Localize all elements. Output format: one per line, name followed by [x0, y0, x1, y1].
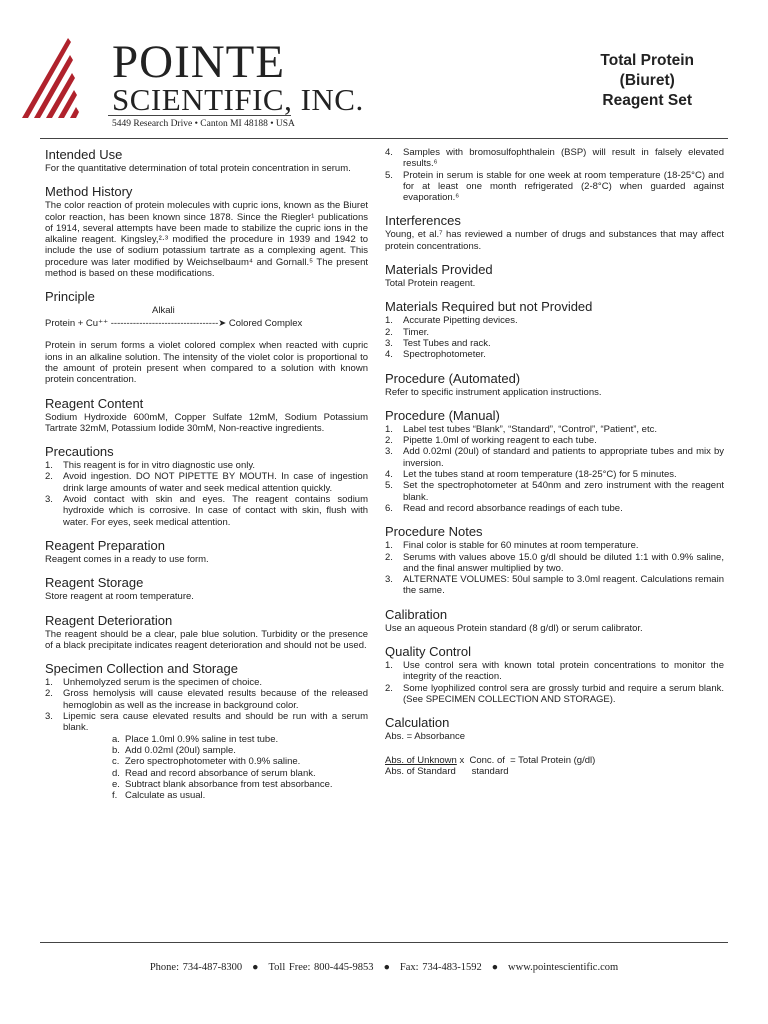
specimen-list [45, 677, 368, 733]
list-item: 2. Pipette 1.0ml of working reagent to each tube. [385, 435, 597, 447]
list-item: 1. Final color is stable for 60 minutes at room temperature. [385, 540, 639, 552]
list-item: 4. Spectrophotometer. [385, 349, 486, 361]
title-line-2: (Biuret) [619, 72, 675, 89]
list-item: 3. Add 0.02ml (20ul) of standard and patients to appropriate tubes and mix by inversion. [385, 446, 724, 469]
footer-fax: Fax: 734-483-1592 [399, 962, 482, 973]
reagent-content-heading: Reagent Content [45, 395, 144, 411]
list-item: f. Calculate as usual. [112, 790, 206, 802]
company-name-line1: POINTE [112, 36, 286, 88]
header-divider [40, 138, 728, 139]
pointe-logo-icon [22, 38, 114, 118]
reagent-storage-heading: Reagent Storage [45, 575, 144, 591]
calculation-text: Abs. = Absorbance [385, 731, 466, 743]
title-line-3: Reagent Set [602, 92, 692, 109]
principle-text: Protein in serum forms a violet colored complex when reacted with cupric ions in an alkaline solution. The intensity of the violet color is proportional to the amount of protein present when compared to a solution with known protein concentration. [45, 340, 368, 386]
list-item: 1. Label test tubes “Blank”, “Standard”, “Control”, “Patient”, etc. [385, 423, 657, 435]
list-item: 2. Avoid ingestion. DO NOT PIPETTE BY MOUTH. In case of ingestion drink large amounts of water and seek medical attention quickly. [45, 471, 368, 494]
list-item: 4. Samples with bromosulfophthalein (BSP) will result in falsely elevated results.⁶ [385, 147, 724, 170]
company-name [112, 36, 364, 130]
logo-divider [108, 115, 291, 116]
left-column [45, 147, 368, 801]
intended-use-heading: Intended Use [45, 147, 123, 162]
list-item: 3. ALTERNATE VOLUMES: 50ul sample to 3.0ml reagent. Calculations remain the same. [385, 574, 724, 597]
right-column [385, 147, 724, 777]
footer-phone: Phone: 734-487-8300 [149, 962, 243, 973]
list-item: 2. Some lyophilized control sera are grossly turbid and require a serum blank. (See SPECIMEN COLLECTION AND STORAGE). [385, 682, 724, 705]
footer-website-link[interactable]: www.pointescientific.com [508, 962, 619, 973]
reagent-content-text: Sodium Hydroxide 600mM, Copper Sulfate 12mM, Sodium Potassium Tartrate 32mM, Potassium Iodide 30mM, Non-reactive ingredients. [45, 411, 368, 434]
list-item: 1. Accurate Pipetting devices. [385, 315, 518, 327]
specimen-list-continued [385, 147, 724, 203]
company-address: 5449 Research Drive • Canton MI 48188 • USA [112, 119, 295, 129]
list-item: 2. Serums with values above 15.0 g/dl should be diluted 1:1 with 0.9% saline, and the final answer multiplied by two. [385, 551, 724, 574]
list-item: a. Place 1.0ml 0.9% saline in test tube. [112, 733, 279, 745]
list-item: c. Zero spectrophotometer with 0.9% saline. [112, 756, 301, 768]
list-item: 2. Timer. [385, 326, 430, 338]
serum-blank-steps [45, 734, 368, 802]
document-title [600, 51, 694, 111]
page-header [0, 0, 768, 140]
materials-provided-heading: Materials Provided [385, 262, 493, 278]
list-item: 1. This reagent is for in vitro diagnostic use only. [45, 460, 256, 472]
list-item: 5. Set the spectrophotometer at 540nm and zero instrument with the reagent blank. [385, 480, 724, 503]
list-item: 3. Avoid contact with skin and eyes. The reagent contains sodium hydroxide which is corrosive. In case of contact with skin, flush with water. For eyes, seek medical attention. [45, 494, 368, 528]
calculation-formula [385, 755, 724, 778]
procedure-automated-heading: Procedure (Automated) [385, 370, 521, 386]
materials-required-list [385, 315, 724, 360]
materials-provided-text: Total Protein reagent. [385, 278, 476, 290]
procedure-manual-list [385, 424, 724, 514]
procedure-notes-heading: Procedure Notes [385, 524, 483, 540]
intended-use-text: For the quantitative determination of total protein concentration in serum. [45, 163, 351, 174]
bullet-icon: ● [252, 962, 259, 973]
procedure-automated-text: Refer to specific instrument application instructions. [385, 386, 602, 398]
materials-required-heading: Materials Required but not Provided [385, 299, 593, 315]
specimen-heading: Specimen Collection and Storage [45, 661, 238, 677]
list-item: 4. Let the tubes stand at room temperature (18-25°C) for 5 minutes. [385, 469, 677, 481]
company-name-line2: SCIENTIFIC, INC. [112, 82, 364, 117]
list-item: d. Read and record absorbance of serum blank. [112, 767, 316, 779]
method-history-heading: Method History [45, 184, 133, 200]
reaction-equation [45, 305, 368, 330]
alkali-label: Alkali [152, 305, 175, 317]
bullet-icon: ● [383, 962, 390, 973]
procedure-manual-heading: Procedure (Manual) [385, 407, 500, 423]
list-item: 1. Unhemolyzed serum is the specimen of choice. [45, 677, 263, 689]
bullet-icon: ● [491, 962, 499, 973]
calculation-heading: Calculation [385, 715, 450, 731]
method-history-text: The color reaction of protein molecules with cupric ions, known as the Biuret color reaction, has been known since 1878. Since the Riegler¹ publications of 1914, several attempts have been made to stabilize the cupric ions in the alkaline reagent. Kingsley,²·³ modified the procedure in 1939 and 1942 to include the use of sodium potassium tartrate as a complexing agent. This procedure was later modified by Weichselbaum⁴ and Gornall.⁵ The present method is based on these modifications. [45, 200, 368, 280]
calibration-heading: Calibration [385, 606, 448, 622]
quality-control-list [385, 660, 724, 705]
precautions-list [45, 460, 368, 528]
interferences-heading: Interferences [385, 213, 461, 229]
list-item: 2. Gross hemolysis will cause elevated results because of the released hemoglobin as well as the increase in background color. [45, 688, 368, 711]
reaction-line: Protein + Cu⁺⁺ ----------------------------------➤ Colored Complex [45, 318, 303, 330]
reagent-deterioration-heading: Reagent Deterioration [45, 612, 173, 628]
interferences-text: Young, et al.⁷ has reviewed a number of drugs and substances that may affect protein concentrations. [385, 229, 724, 252]
formula-rest: x Conc. of = Total Protein (g/dl) [456, 754, 596, 766]
reagent-storage-text: Store reagent at room temperature. [45, 591, 194, 603]
footer-tollfree: Toll Free: 800-445-9853 [268, 962, 374, 973]
quality-control-heading: Quality Control [385, 644, 471, 660]
list-item: 3. Test Tubes and rack. [385, 337, 491, 349]
footer-divider [40, 942, 728, 943]
list-item: 6. Read and record absorbance readings of each tube. [385, 502, 623, 514]
formula-numerator: Abs. of Unknown [385, 754, 457, 766]
principle-heading: Principle [45, 289, 95, 305]
precautions-heading: Precautions [45, 444, 114, 460]
list-item: 5. Protein in serum is stable for one week at room temperature (18-25°C) and for at least one month refrigerated (2-8°C) when guarded against evaporation.⁶ [385, 169, 724, 204]
calibration-text: Use an aqueous Protein standard (8 g/dl) or serum calibrator. [385, 622, 643, 634]
reagent-preparation-text: Reagent comes in a ready to use form. [45, 553, 209, 565]
list-item: 1. Use control sera with known total protein concentrations to monitor the integrity of the reaction. [385, 660, 724, 683]
page-footer [0, 962, 768, 973]
formula-denominator: Abs. of Standard standard [385, 765, 509, 777]
list-item: 3. Lipemic sera cause elevated results and should be run with a serum blank. [45, 711, 368, 734]
reagent-preparation-heading: Reagent Preparation [45, 537, 165, 553]
list-item: e. Subtract blank absorbance from test absorbance. [112, 778, 333, 790]
list-item: b. Add 0.02ml (20ul) sample. [112, 744, 236, 756]
reagent-deterioration-text: The reagent should be a clear, pale blue solution. Turbidity or the presence of a black precipitate indicates reagent deterioration and should not be used. [45, 628, 368, 651]
title-line-1: Total Protein [600, 52, 694, 69]
procedure-notes-list [385, 540, 724, 596]
